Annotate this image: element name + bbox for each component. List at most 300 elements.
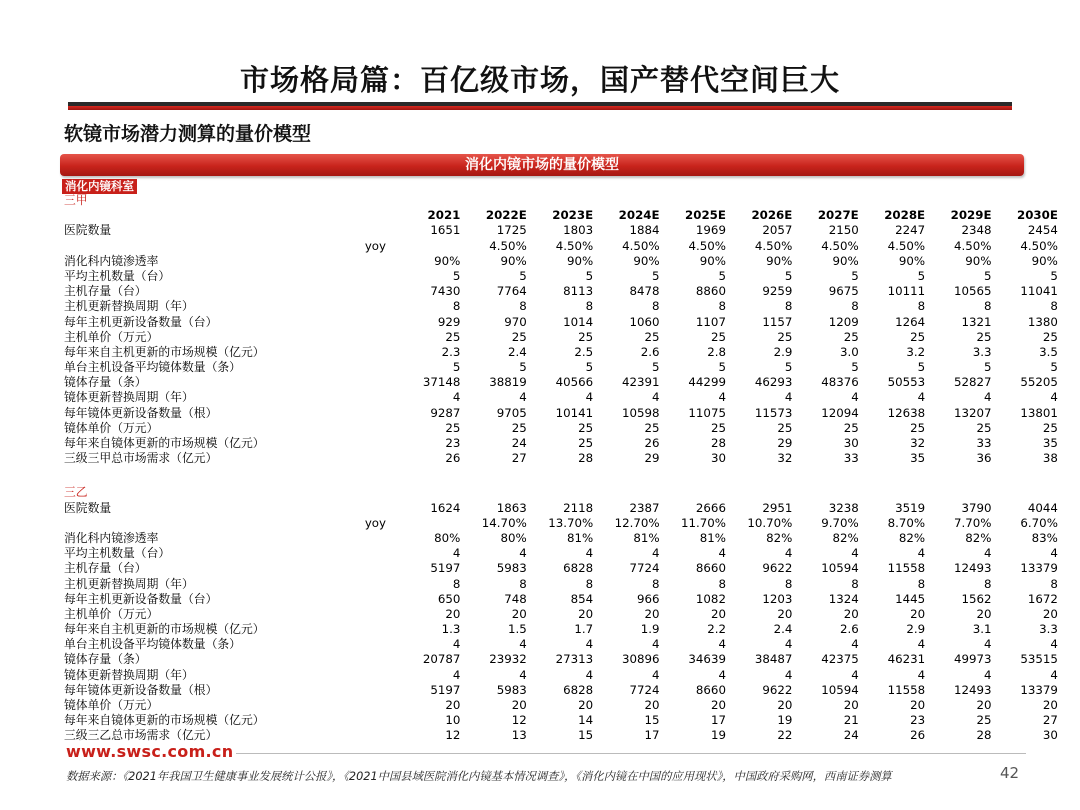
table-cell: 11558 bbox=[887, 561, 926, 576]
table-cell: 9287 bbox=[430, 405, 461, 420]
table-cell: 8 bbox=[718, 299, 726, 314]
title-divider-accent bbox=[68, 106, 1012, 110]
table-cell: 4 bbox=[585, 637, 594, 652]
table-cell: 8 bbox=[917, 299, 926, 314]
table-cell: 854 bbox=[570, 591, 594, 606]
table-cell: 10.70% bbox=[747, 515, 793, 530]
table-cell: 48376 bbox=[821, 375, 859, 390]
table-cell: 8660 bbox=[695, 682, 726, 697]
row-label: 主机单价（万元） bbox=[64, 606, 159, 621]
row-label: 每年主机更新设备数量（台） bbox=[64, 591, 218, 606]
table-cell: 4 bbox=[452, 546, 461, 561]
table-row bbox=[64, 713, 1058, 728]
table-cell: 10594 bbox=[821, 682, 859, 697]
table-cell: 30 bbox=[1042, 728, 1058, 743]
table-cell: 13.70% bbox=[548, 515, 594, 530]
table-cell: 966 bbox=[637, 591, 660, 606]
table-cell: 10 bbox=[445, 713, 461, 728]
table-cell: 929 bbox=[437, 314, 461, 329]
table-cell: 12638 bbox=[887, 405, 926, 420]
table-cell: 11558 bbox=[887, 682, 926, 697]
table-cell: 25 bbox=[578, 420, 594, 435]
table-cell: 20 bbox=[777, 698, 793, 712]
table-cell: 9259 bbox=[762, 284, 793, 299]
table-cell: 4.50% bbox=[887, 238, 926, 253]
table-cell: 90% bbox=[832, 253, 859, 268]
table-cell: 3238 bbox=[828, 500, 859, 515]
table-cell: 2.9 bbox=[773, 344, 793, 359]
table-cell: 4 bbox=[984, 390, 992, 405]
year-header: 2029E bbox=[950, 208, 992, 223]
table-cell: 32 bbox=[910, 436, 926, 450]
table-cell: 20 bbox=[578, 606, 594, 621]
table-cell: 8 bbox=[1050, 299, 1058, 314]
table-cell: 28 bbox=[578, 451, 594, 466]
row-label: 主机单价（万元） bbox=[64, 329, 159, 344]
table-cell: 2.2 bbox=[707, 622, 726, 637]
table-cell: 4 bbox=[652, 667, 660, 682]
year-header: 2023E bbox=[552, 208, 594, 223]
table-cell: 1060 bbox=[629, 314, 660, 329]
table-cell: 12493 bbox=[953, 682, 992, 697]
table-cell: 27 bbox=[1042, 713, 1058, 728]
table-cell: 4 bbox=[917, 637, 926, 652]
table-cell: 7.70% bbox=[954, 515, 992, 530]
row-label: 每年来自主机更新的市场规模（亿元） bbox=[64, 622, 265, 637]
table-cell: 14.70% bbox=[481, 515, 527, 530]
table-cell: 2666 bbox=[695, 500, 726, 515]
table-cell: 90% bbox=[766, 253, 793, 268]
table-row bbox=[64, 299, 1058, 314]
row-label: 每年镜体更新设备数量（根） bbox=[64, 682, 218, 697]
table-cell: 1624 bbox=[430, 500, 461, 515]
table-row bbox=[64, 344, 1058, 360]
table-cell: 10565 bbox=[953, 284, 992, 299]
table-cell: 81% bbox=[699, 530, 726, 545]
table-cell: 23 bbox=[445, 436, 461, 450]
table-cell: 4 bbox=[1050, 637, 1058, 652]
row-label: 主机更新替换周期（年） bbox=[64, 576, 194, 591]
table-cell: 8660 bbox=[695, 561, 726, 576]
table-cell: 10111 bbox=[887, 284, 926, 299]
table-cell: 8 bbox=[784, 299, 793, 314]
section-heading-row bbox=[64, 485, 1028, 500]
table-cell: 13379 bbox=[1020, 561, 1058, 576]
row-label: 消化科内镜渗透率 bbox=[64, 253, 159, 268]
row-label: 镜体单价（万元） bbox=[64, 698, 159, 712]
table-cell: 82% bbox=[898, 530, 926, 545]
table-cell: 52827 bbox=[953, 375, 992, 390]
table-cell: 25 bbox=[644, 329, 660, 344]
table-cell: 10594 bbox=[821, 561, 859, 576]
table-cell: 4.50% bbox=[622, 238, 660, 253]
table-cell: 20 bbox=[910, 698, 926, 712]
yoy-row bbox=[64, 238, 1058, 254]
year-header-row bbox=[64, 208, 1058, 223]
section-name: 三乙 bbox=[64, 485, 88, 500]
row-label: 平均主机数量（台） bbox=[64, 546, 171, 561]
table-row bbox=[64, 561, 1058, 576]
table-cell: 4 bbox=[519, 637, 527, 652]
table-cell: 4 bbox=[585, 390, 594, 405]
table-cell: 20 bbox=[843, 698, 859, 712]
table-cell: 4 bbox=[652, 390, 660, 405]
table-cell: 12094 bbox=[821, 405, 859, 420]
table-cell: 5 bbox=[585, 268, 594, 283]
table-cell: 4 bbox=[585, 667, 594, 682]
table-cell: 748 bbox=[504, 591, 527, 606]
table-cell: 11075 bbox=[688, 405, 726, 420]
table-cell: 4 bbox=[652, 637, 660, 652]
table-cell: 33 bbox=[976, 436, 992, 450]
table-cell: 25 bbox=[1042, 329, 1058, 344]
table-cell: 11.70% bbox=[680, 515, 726, 530]
section-spacer bbox=[64, 466, 1028, 485]
table-row bbox=[64, 530, 1058, 546]
table-cell: 4 bbox=[519, 390, 527, 405]
table-cell: 24 bbox=[843, 728, 859, 743]
table-cell: 10141 bbox=[555, 405, 594, 420]
table-cell: 11041 bbox=[1020, 284, 1058, 299]
table-row bbox=[64, 223, 1058, 238]
table-cell: 4 bbox=[784, 667, 793, 682]
table-cell: 9705 bbox=[496, 405, 527, 420]
table-cell: 90% bbox=[500, 253, 527, 268]
table-cell: 8 bbox=[784, 576, 793, 591]
table-row bbox=[64, 606, 1058, 622]
table-cell: 7724 bbox=[629, 561, 660, 576]
section-subtitle: 软镜市场潜力测算的量价模型 bbox=[64, 123, 312, 145]
table-cell: 5 bbox=[652, 360, 660, 375]
row-label: 镜体更新替换周期（年） bbox=[64, 390, 194, 405]
table-cell: 26 bbox=[445, 451, 461, 466]
table-cell: 8 bbox=[452, 299, 461, 314]
table-cell: 90% bbox=[898, 253, 926, 268]
table-cell: 12 bbox=[445, 728, 461, 743]
table-cell: 34639 bbox=[688, 652, 726, 667]
row-label: 镜体单价（万元） bbox=[64, 420, 159, 435]
year-header: 2028E bbox=[884, 208, 926, 223]
table-cell: 4 bbox=[917, 546, 926, 561]
table-cell: 5197 bbox=[430, 682, 461, 697]
footer-url-link[interactable]: www.swsc.com.cn bbox=[66, 742, 234, 761]
table-cell: 36 bbox=[976, 451, 992, 466]
table-cell: 13801 bbox=[1020, 405, 1058, 420]
table-cell: 4 bbox=[1050, 546, 1058, 561]
table-cell: 90% bbox=[434, 253, 461, 268]
table-cell: 8 bbox=[519, 299, 527, 314]
footer-divider bbox=[236, 753, 1026, 754]
row-label: 消化科内镜渗透率 bbox=[64, 530, 159, 545]
table-cell: 1863 bbox=[496, 500, 527, 515]
table-cell: 2247 bbox=[895, 223, 926, 238]
table-cell: 20 bbox=[644, 606, 660, 621]
table-row bbox=[64, 637, 1058, 652]
table-cell: 5 bbox=[718, 360, 726, 375]
table-cell: 10598 bbox=[622, 405, 660, 420]
table-cell: 21 bbox=[843, 713, 859, 728]
table-cell: 49973 bbox=[953, 652, 992, 667]
row-label: 三级三乙总市场需求（亿元） bbox=[64, 728, 218, 743]
section-name: 三甲 bbox=[64, 193, 88, 207]
table-cell: 7764 bbox=[496, 284, 527, 299]
table-cell: 2387 bbox=[629, 500, 660, 515]
row-label: 每年来自镜体更新的市场规模（亿元） bbox=[64, 713, 265, 728]
row-label: 三级三甲总市场需求（亿元） bbox=[64, 451, 218, 466]
table-cell: 4 bbox=[652, 546, 660, 561]
table-cell: 25 bbox=[445, 329, 461, 344]
table-cell: 650 bbox=[437, 591, 461, 606]
table-row bbox=[64, 682, 1058, 698]
row-label: yoy bbox=[364, 238, 386, 253]
table-cell: 25 bbox=[777, 329, 793, 344]
table-cell: 20 bbox=[1042, 698, 1058, 712]
price-volume-table bbox=[64, 193, 1058, 743]
table-cell: 1651 bbox=[430, 223, 461, 238]
table-cell: 25 bbox=[511, 329, 527, 344]
table-cell: 3.5 bbox=[1039, 344, 1058, 359]
table-cell: 8 bbox=[585, 576, 594, 591]
table-cell: 25 bbox=[1042, 420, 1058, 435]
table-cell: 17 bbox=[644, 728, 660, 743]
table-cell: 20 bbox=[976, 606, 992, 621]
table-cell: 38 bbox=[1042, 451, 1058, 466]
table-cell: 2057 bbox=[762, 223, 793, 238]
table-cell: 4 bbox=[519, 667, 527, 682]
table-cell: 19 bbox=[777, 713, 793, 728]
table-cell: 19 bbox=[710, 728, 726, 743]
table-cell: 4.50% bbox=[754, 238, 793, 253]
table-row bbox=[64, 253, 1058, 269]
table-cell: 4 bbox=[851, 546, 859, 561]
table-cell: 90% bbox=[566, 253, 594, 268]
table-cell: 42391 bbox=[622, 375, 660, 390]
table-cell: 4 bbox=[784, 637, 793, 652]
table-cell: 4 bbox=[452, 637, 461, 652]
table-cell: 7724 bbox=[629, 682, 660, 697]
table-cell: 20 bbox=[710, 606, 726, 621]
table-cell: 5 bbox=[917, 268, 926, 283]
table-cell: 5 bbox=[917, 360, 926, 375]
table-cell: 40566 bbox=[555, 375, 594, 390]
table-cell: 4.50% bbox=[688, 238, 726, 253]
table-cell: 1884 bbox=[629, 223, 660, 238]
table-cell: 4 bbox=[718, 667, 726, 682]
table-cell: 5 bbox=[519, 268, 527, 283]
table-cell: 8 bbox=[652, 299, 660, 314]
table-cell: 42375 bbox=[821, 652, 859, 667]
table-cell: 53515 bbox=[1020, 652, 1058, 667]
table-cell: 8113 bbox=[563, 284, 594, 299]
row-label: 单台主机设备平均镜体数量（条） bbox=[64, 637, 241, 652]
table-cell: 1324 bbox=[828, 591, 859, 606]
table-cell: 3790 bbox=[961, 500, 992, 515]
table-cell: 2348 bbox=[961, 223, 992, 238]
row-label: yoy bbox=[364, 515, 386, 530]
table-cell: 1082 bbox=[695, 591, 726, 606]
table-cell: 8 bbox=[585, 299, 594, 314]
table-cell: 5 bbox=[452, 268, 461, 283]
table-cell: 9675 bbox=[828, 284, 859, 299]
table-cell: 29 bbox=[777, 436, 793, 450]
table-cell: 17 bbox=[710, 713, 726, 728]
header-spacer bbox=[64, 208, 394, 223]
table-cell: 24 bbox=[511, 436, 527, 450]
table-cell: 13 bbox=[511, 728, 527, 743]
data-source-note: 数据来源：《2021年我国卫生健康事业发展统计公报》，《2021中国县域医院消化内镜基本情况调查》，《消化内镜在中国的应用现状》，中国政府采购网，西南证券测算 bbox=[66, 770, 892, 783]
table-cell: 5 bbox=[851, 268, 859, 283]
table-row bbox=[64, 360, 1058, 375]
table-cell: 4044 bbox=[1027, 500, 1058, 515]
table-row bbox=[64, 576, 1058, 592]
table-cell: 25 bbox=[910, 420, 926, 435]
year-header: 2022E bbox=[485, 208, 527, 223]
table-cell: 2.4 bbox=[773, 622, 793, 637]
table-cell: 25 bbox=[511, 420, 527, 435]
table-cell: 35 bbox=[1042, 436, 1058, 450]
table-cell: 6.70% bbox=[1020, 515, 1058, 530]
table-cell: 82% bbox=[832, 530, 859, 545]
table-cell: 20 bbox=[1042, 606, 1058, 621]
table-cell: 4.50% bbox=[489, 238, 527, 253]
table-cell: 1803 bbox=[563, 223, 594, 238]
table-cell: 1725 bbox=[496, 223, 527, 238]
table-cell: 4 bbox=[984, 546, 992, 561]
table-cell: 4 bbox=[851, 667, 859, 682]
row-label: 主机存量（台） bbox=[64, 284, 147, 299]
table-cell: 2.5 bbox=[574, 344, 594, 359]
table-cell: 20 bbox=[511, 698, 527, 712]
table-cell: 5 bbox=[984, 268, 992, 283]
table-cell: 20 bbox=[445, 698, 461, 712]
table-row bbox=[64, 329, 1058, 345]
table-cell: 28 bbox=[710, 436, 726, 450]
table-cell: 23 bbox=[910, 713, 926, 728]
table-cell: 2454 bbox=[1027, 223, 1058, 238]
table-cell: 20 bbox=[843, 606, 859, 621]
table-cell: 2.8 bbox=[707, 344, 726, 359]
table-cell: 4 bbox=[718, 546, 726, 561]
table-cell: 4 bbox=[519, 546, 527, 561]
table-cell: 22 bbox=[777, 728, 793, 743]
table-cell: 20787 bbox=[422, 652, 461, 667]
table-cell: 8 bbox=[519, 576, 527, 591]
table-cell bbox=[394, 239, 460, 254]
table-cell: 80% bbox=[434, 530, 461, 545]
table-cell: 25 bbox=[777, 420, 793, 435]
table-cell: 4.50% bbox=[821, 238, 859, 253]
year-header: 2024E bbox=[618, 208, 660, 223]
table-row bbox=[64, 436, 1058, 451]
table-cell: 3.3 bbox=[1039, 622, 1058, 637]
table-cell: 46231 bbox=[887, 652, 926, 667]
table-row bbox=[64, 652, 1058, 667]
table-cell: 30 bbox=[710, 451, 726, 466]
table-cell: 4 bbox=[851, 637, 859, 652]
table-cell: 4 bbox=[917, 667, 926, 682]
table-cell: 1.9 bbox=[640, 622, 660, 637]
table-row bbox=[64, 405, 1058, 421]
row-label: 每年主机更新设备数量（台） bbox=[64, 314, 218, 329]
table-cell: 8 bbox=[652, 576, 660, 591]
table-cell: 3519 bbox=[895, 500, 926, 515]
table-cell: 38819 bbox=[489, 375, 527, 390]
row-label: 每年来自主机更新的市场规模（亿元） bbox=[64, 344, 265, 359]
table-cell: 20 bbox=[910, 606, 926, 621]
table-cell: 55205 bbox=[1020, 375, 1058, 390]
table-row bbox=[64, 546, 1058, 561]
table-cell: 5 bbox=[784, 360, 793, 375]
table-cell: 8 bbox=[851, 299, 859, 314]
table-cell: 8 bbox=[851, 576, 859, 591]
table-cell: 26 bbox=[644, 436, 660, 450]
table-cell: 4 bbox=[718, 390, 726, 405]
table-cell: 4.50% bbox=[954, 238, 992, 253]
row-label: 主机更新替换周期（年） bbox=[64, 299, 194, 314]
table-cell: 6828 bbox=[563, 561, 594, 576]
table-cell: 9622 bbox=[762, 561, 793, 576]
table-cell: 5 bbox=[452, 360, 461, 375]
row-label: 平均主机数量（台） bbox=[64, 268, 171, 283]
table-cell: 8 bbox=[984, 299, 992, 314]
table-cell: 8 bbox=[1050, 576, 1058, 591]
table-cell: 4.50% bbox=[555, 238, 594, 253]
table-cell: 23932 bbox=[489, 652, 527, 667]
table-cell: 12 bbox=[511, 713, 527, 728]
row-label: 镜体存量（条） bbox=[64, 375, 147, 390]
table-cell: 2150 bbox=[828, 223, 859, 238]
table-banner: 消化内镜市场的量价模型 bbox=[60, 154, 1024, 176]
table-cell: 3.3 bbox=[972, 344, 992, 359]
row-label: 镜体更新替换周期（年） bbox=[64, 667, 194, 682]
table-cell: 44299 bbox=[688, 375, 726, 390]
table-cell: 15 bbox=[644, 713, 660, 728]
table-cell: 80% bbox=[500, 530, 527, 545]
table-cell: 20 bbox=[578, 698, 594, 712]
table-cell: 5 bbox=[652, 268, 660, 283]
table-cell: 1445 bbox=[895, 591, 926, 606]
table-cell: 1107 bbox=[695, 314, 726, 329]
row-label: 镜体存量（条） bbox=[64, 652, 147, 667]
table-cell: 35 bbox=[910, 451, 926, 466]
table-row bbox=[64, 591, 1058, 607]
table-cell: 20 bbox=[445, 606, 461, 621]
table-row bbox=[64, 390, 1058, 405]
table-cell: 25 bbox=[976, 329, 992, 344]
table-cell: 14 bbox=[578, 713, 594, 728]
table-cell: 25 bbox=[710, 420, 726, 435]
table-cell: 4 bbox=[984, 637, 992, 652]
table-row bbox=[64, 622, 1058, 637]
table-cell: 1014 bbox=[563, 314, 594, 329]
table-cell: 5 bbox=[1050, 268, 1058, 283]
table-cell: 5 bbox=[851, 360, 859, 375]
section-heading-row bbox=[64, 193, 1028, 208]
table-cell: 32 bbox=[777, 451, 793, 466]
table-cell: 2.4 bbox=[508, 344, 527, 359]
yoy-row bbox=[64, 515, 1058, 531]
table-cell: 81% bbox=[633, 530, 660, 545]
table-row bbox=[64, 420, 1058, 436]
row-label: 医院数量 bbox=[64, 500, 112, 515]
table-cell: 4 bbox=[784, 390, 793, 405]
table-cell: 25 bbox=[843, 329, 859, 344]
row-label: 主机存量（台） bbox=[64, 561, 147, 576]
table-cell: 26 bbox=[910, 728, 926, 743]
table-cell: 5197 bbox=[430, 561, 461, 576]
year-header: 2026E bbox=[751, 208, 793, 223]
table-cell: 5 bbox=[718, 268, 726, 283]
